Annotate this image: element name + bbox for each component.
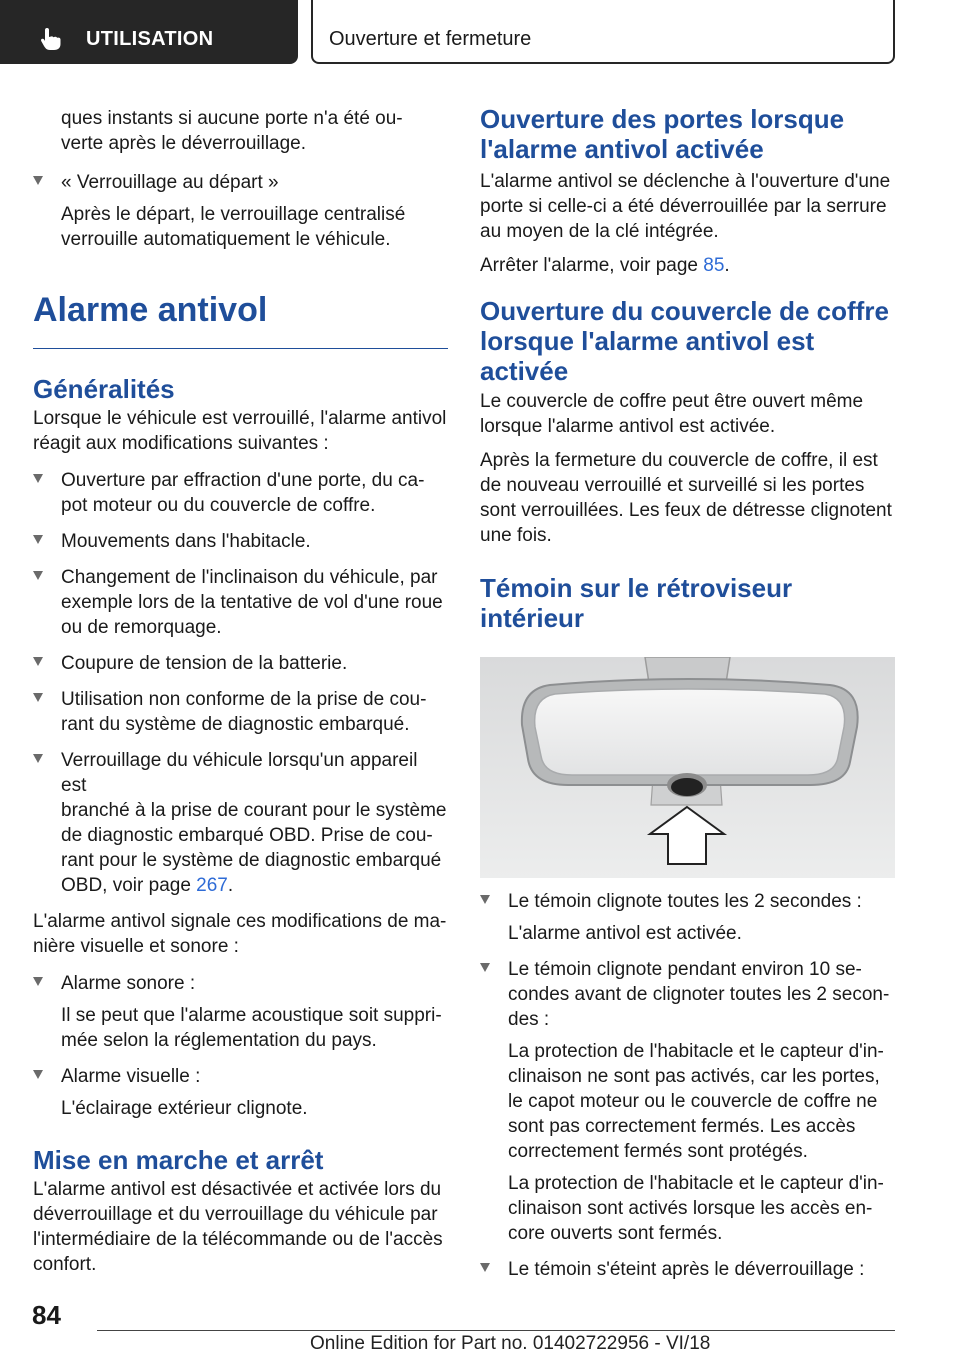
paragraph xyxy=(480,1171,900,1246)
bullet-triangle-icon xyxy=(33,977,43,986)
subsection-title: Mise en marche et arrêt xyxy=(33,1145,324,1175)
text-line: réagit aux modifications suivantes : xyxy=(33,433,329,454)
paragraph xyxy=(33,909,448,959)
page-number: 84 xyxy=(32,1300,61,1330)
list-item xyxy=(33,1064,448,1089)
title-line: l'alarme antivol activée xyxy=(480,134,764,164)
page-link-267[interactable]: 267 xyxy=(196,875,228,896)
bullet-triangle-icon xyxy=(33,754,43,763)
text-line: L'éclairage extérieur clignote. xyxy=(61,1098,308,1119)
title-line: Ouverture des portes lorsque xyxy=(480,104,845,134)
paragraph xyxy=(33,406,448,456)
rearview-mirror-illustration xyxy=(480,657,895,878)
paragraph xyxy=(33,1003,448,1053)
list-item xyxy=(33,565,448,640)
list-item xyxy=(33,468,448,518)
text-line: clinaison sont activés lorsque les accès en- xyxy=(508,1198,873,1219)
text-line: une fois. xyxy=(480,525,552,546)
text-line: Alarme visuelle : xyxy=(61,1066,201,1087)
text-line: correctement fermés sont protégés. xyxy=(508,1141,808,1162)
text-line: La protection de l'habitacle et le capteur d'in- xyxy=(508,1041,884,1062)
text-line: Lorsque le véhicule est verrouillé, l'alarme antivol xyxy=(33,408,447,429)
text-line: de nouveau verrouillé et surveillé si les portes xyxy=(480,475,865,496)
text-line: des : xyxy=(508,1009,550,1030)
text-line: au moyen de la clé intégrée. xyxy=(480,221,719,242)
paragraph xyxy=(33,202,448,252)
text-line: confort. xyxy=(33,1254,97,1275)
text-line: L'alarme antivol signale ces modifications de ma- xyxy=(33,911,447,932)
list-item xyxy=(33,687,448,737)
paragraph xyxy=(480,921,900,946)
paragraph xyxy=(480,1039,900,1164)
text-line: core ouverts sont fermés. xyxy=(508,1223,723,1244)
text-line: Il se peut que l'alarme acoustique soit suppri- xyxy=(61,1005,442,1026)
text-line: « Verrouillage au départ » xyxy=(61,172,279,193)
left-column xyxy=(33,106,448,1277)
list-item xyxy=(33,170,448,195)
right-column-top xyxy=(480,104,900,633)
text-line: branché à la prise de courant pour le système xyxy=(61,800,447,821)
text-line: Changement de l'inclinaison du véhicule, par xyxy=(61,567,438,588)
text-line: Alarme sonore : xyxy=(61,973,196,994)
text-line: condes avant de clignoter toutes les 2 secon- xyxy=(508,984,890,1005)
pointing-hand-icon xyxy=(40,27,62,51)
paragraph xyxy=(33,1096,448,1121)
subsection-title xyxy=(480,104,900,164)
paragraph xyxy=(480,169,900,244)
bullet-triangle-icon xyxy=(33,1070,43,1079)
text-line: Après la fermeture du couvercle de coffre, il est xyxy=(480,450,878,471)
page-link-85[interactable]: 85 xyxy=(703,255,725,276)
text-line: mée selon la réglementation du pays. xyxy=(61,1030,377,1051)
text-fragment: . xyxy=(227,875,234,896)
section-title: Alarme antivol xyxy=(33,291,268,329)
text-line: lorsque l'alarme antivol est activée. xyxy=(480,416,776,437)
chapter-label: Ouverture et fermeture xyxy=(329,28,532,50)
list-item xyxy=(480,1257,900,1282)
bullet-triangle-icon xyxy=(33,474,43,483)
text-line: Le témoin clignote pendant environ 10 se- xyxy=(508,959,862,980)
paragraph xyxy=(480,389,900,439)
list-item xyxy=(33,748,448,898)
text-line: L'alarme antivol est activée. xyxy=(508,923,742,944)
text-line: sont verrouillées. Les feux de détresse clignotent xyxy=(480,500,892,521)
subsection-title: Généralités xyxy=(33,374,175,404)
paragraph xyxy=(33,1177,448,1277)
text-line: Le témoin clignote toutes les 2 secondes : xyxy=(508,891,862,912)
text-line: déverrouillage et du verrouillage du véhicule par xyxy=(33,1204,438,1225)
paragraph xyxy=(480,448,900,548)
bullet-triangle-icon xyxy=(33,535,43,544)
text-line: ou de remorquage. xyxy=(61,617,222,638)
text-line: sont pas correctement fermés. Les accès xyxy=(508,1116,856,1137)
text-line: L'alarme antivol est désactivée et activée lors du xyxy=(33,1179,442,1200)
bullet-triangle-icon xyxy=(480,895,490,904)
text-line: La protection de l'habitacle et le capteur d'in- xyxy=(508,1173,884,1194)
right-column-bottom xyxy=(480,889,900,1282)
text-line: L'alarme antivol se déclenche à l'ouverture d'une xyxy=(480,171,891,192)
title-line: lorsque l'alarme antivol est xyxy=(480,326,815,356)
text-line: de diagnostic embarqué OBD. Prise de cou- xyxy=(61,825,433,846)
text-line: l'intermédiaire de la télécommande ou de l'accès xyxy=(33,1229,443,1250)
subsection-title xyxy=(480,573,900,633)
text-line: exemple lors de la tentative de vol d'une roue xyxy=(61,592,443,613)
paragraph xyxy=(480,253,900,278)
title-line: Témoin sur le rétroviseur xyxy=(480,573,793,603)
chapter-tab xyxy=(311,0,895,64)
list-item xyxy=(33,651,448,676)
text-line: rant pour le système de diagnostic embarqué xyxy=(61,850,442,871)
list-item xyxy=(480,889,900,914)
paragraph xyxy=(33,106,448,156)
section-label: UTILISATION xyxy=(86,28,214,50)
section-tab xyxy=(0,0,298,64)
bullet-triangle-icon xyxy=(33,176,43,185)
edition-note: Online Edition for Part no. 01402722956 - VI/18 xyxy=(310,1333,711,1354)
text-line: porte si celle-ci a été déverrouillée par la serrure xyxy=(480,196,887,217)
list-item xyxy=(480,957,900,1032)
text-line: Le couvercle de coffre peut être ouvert même xyxy=(480,391,864,412)
bullet-triangle-icon xyxy=(480,963,490,972)
text-fragment: . xyxy=(724,255,730,276)
text-line: clinaison ne sont pas activés, car les portes, xyxy=(508,1066,880,1087)
list-item xyxy=(33,529,448,554)
bullet-triangle-icon xyxy=(33,571,43,580)
list-item xyxy=(33,971,448,996)
subsection-title xyxy=(480,296,900,386)
text-line: verte après le déverrouillage. xyxy=(61,133,307,154)
text-line: rant du système de diagnostic embarqué. xyxy=(61,714,410,735)
text-line: Après le départ, le verrouillage centralisé xyxy=(61,204,406,225)
text-line: pot moteur ou du couvercle de coffre. xyxy=(61,495,376,516)
text-line: Le témoin s'éteint après le déverrouillage : xyxy=(508,1259,865,1280)
text-fragment: OBD, voir page xyxy=(61,875,197,896)
text-line: Verrouillage du véhicule lorsqu'un appareil est xyxy=(61,750,418,796)
text-line: verrouille automatiquement le véhicule. xyxy=(61,229,391,250)
text-line: Coupure de tension de la batterie. xyxy=(61,653,348,674)
bullet-triangle-icon xyxy=(480,1263,490,1272)
bullet-triangle-icon xyxy=(33,693,43,702)
text-line: Ouverture par effraction d'une porte, du ca- xyxy=(61,470,425,491)
section-divider xyxy=(33,348,448,349)
title-line: intérieur xyxy=(480,603,585,633)
page-header xyxy=(0,0,960,66)
text-line: nière visuelle et sonore : xyxy=(33,936,239,957)
text-line: Mouvements dans l'habitacle. xyxy=(61,531,311,552)
bullet-triangle-icon xyxy=(33,657,43,666)
text-line xyxy=(480,253,900,278)
title-line: activée xyxy=(480,356,569,386)
text-fragment: Arrêter l'alarme, voir page xyxy=(480,255,704,276)
text-line: Utilisation non conforme de la prise de cou- xyxy=(61,689,427,710)
text-line: le capot moteur ou le couvercle de coffre ne xyxy=(508,1091,878,1112)
text-line xyxy=(61,873,448,898)
text-line: ques instants si aucune porte n'a été ou- xyxy=(61,108,403,129)
footer-divider xyxy=(97,1330,895,1331)
title-line: Ouverture du couvercle de coffre xyxy=(480,296,889,326)
